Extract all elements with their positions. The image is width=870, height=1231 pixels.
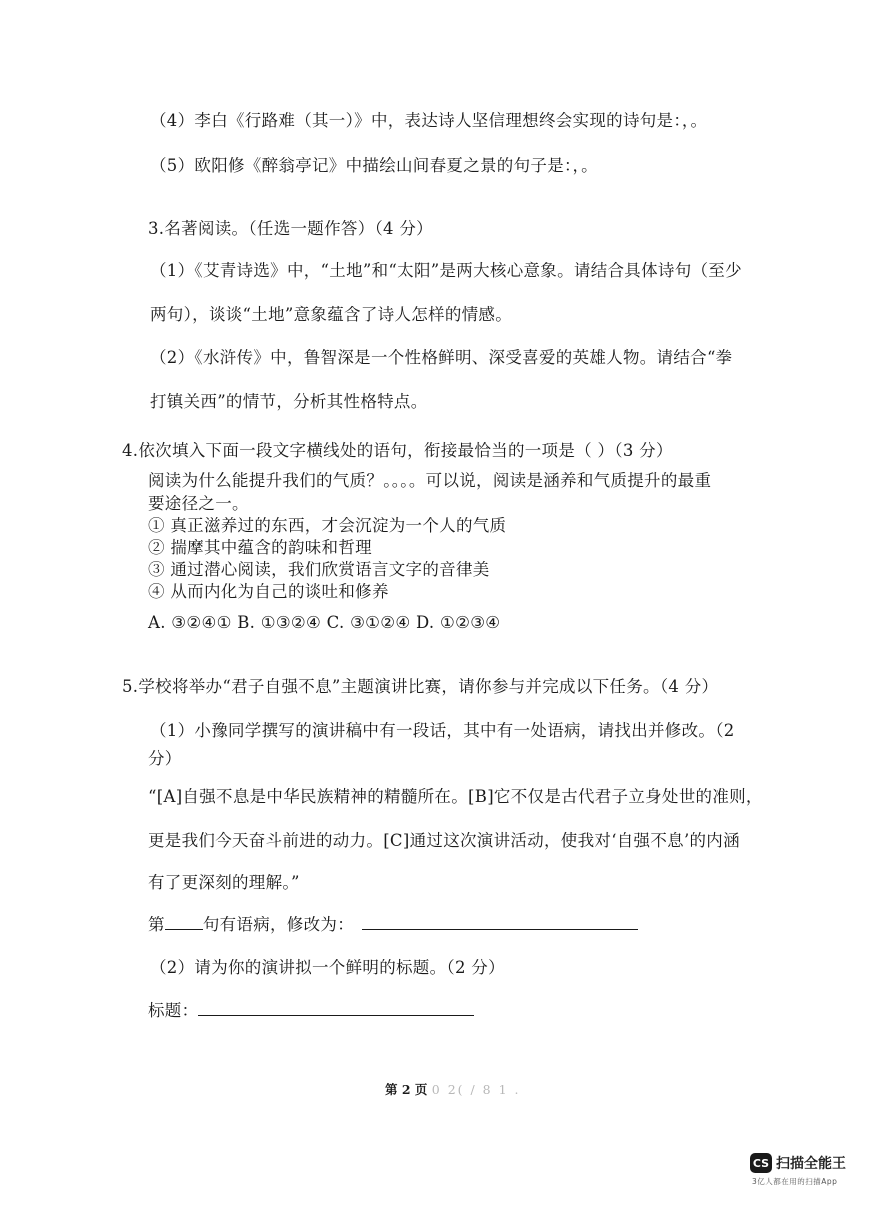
footer-faint-text: 0 2( / 8 1 . [431,1082,521,1097]
answer-prefix: 第 [148,915,165,934]
question-4-item-1: ① 真正滋养过的东西，才会沉淀为一个人的气质 [148,516,507,535]
poem-question-5: （5）欧阳修《醉翁亭记》中描绘山间春夏之景的句子是：，。 [150,156,598,175]
question-5-heading: 5.学校将举办“君子自强不息”主题演讲比赛，请你参与并完成以下任务。（4 分） [122,677,719,696]
revision-blank[interactable] [362,915,638,930]
sentence-letter-blank[interactable] [165,915,203,930]
camscanner-logo-icon: CS [750,1153,772,1173]
question-4-heading: 4.依次填入下面一段文字横线处的语句，衔接最恰当的一项是（ ）（3 分） [122,441,673,460]
page-number: 第 2 页 [385,1082,428,1097]
question-4-item-2: ② 揣摩其中蕴含的韵味和哲理 [148,538,372,557]
question-5-part-1-line-2: 分） [148,749,182,768]
question-4-item-3: ③ 通过潜心阅读，我们欣赏语言文字的音律美 [148,560,490,579]
question-4-passage-line-2: 要途径之一。 [148,494,249,513]
question-3-option-1-line-2: 两句），谈谈“土地”意象蕴含了诗人怎样的情感。 [150,305,513,324]
question-3-option-2-line-1: （2）《水浒传》中，鲁智深是一个性格鲜明、深受喜爱的英雄人物。请结合“拳 [150,348,733,367]
speech-excerpt-line-2: 更是我们今天奋斗前进的动力。[C]通过这次演讲活动，使我对‘自强不息’的内涵 [148,831,740,850]
scanner-tagline: 3亿人都在用的扫描App [752,1177,838,1186]
poem-question-4: （4）李白《行路难（其一）》中，表达诗人坚信理想终会实现的诗句是：，。 [150,111,708,130]
question-3-heading: 3.名著阅读。（任选一题作答）（4 分） [148,219,433,238]
page-footer [385,1080,521,1098]
title-blank[interactable] [198,1001,474,1016]
error-sentence-answer-line [148,914,638,936]
question-5-part-2: （2）请为你的演讲拟一个鲜明的标题。（2 分） [150,958,505,977]
scanner-app-name: 扫描全能王 [776,1156,846,1172]
title-answer-line [148,1000,474,1022]
question-3-option-1-line-1: （1）《艾青诗选》中，“土地”和“太阳”是两大核心意象。请结合具体诗句（至少 [150,261,742,280]
answer-mid: 句有语病，修改为： [202,915,355,934]
question-4-answer-options: A. ③②④① B. ①③②④ C. ③①②④ D. ①②③④ [148,613,501,632]
speech-excerpt-line-3: 有了更深刻的理解。” [148,873,300,892]
question-3-option-2-line-2: 打镇关西”的情节，分析其性格特点。 [150,392,428,411]
question-4-passage-line-1: 阅读为什么能提升我们的气质？。。。。可以说，阅读是涵养和气质提升的最重 [148,471,712,490]
question-5-part-1-line-1: （1）小豫同学撰写的演讲稿中有一段话，其中有一处语病，请找出并修改。（2 [150,721,735,740]
scanner-watermark [750,1153,846,1173]
question-4-item-4: ④ 从而内化为自己的谈吐和修养 [148,582,389,601]
speech-excerpt-line-1: “[A]自强不息是中华民族精神的精髓所在。[B]它不仅是古代君子立身处世的准则， [148,787,763,806]
title-label: 标题： [148,1001,199,1020]
